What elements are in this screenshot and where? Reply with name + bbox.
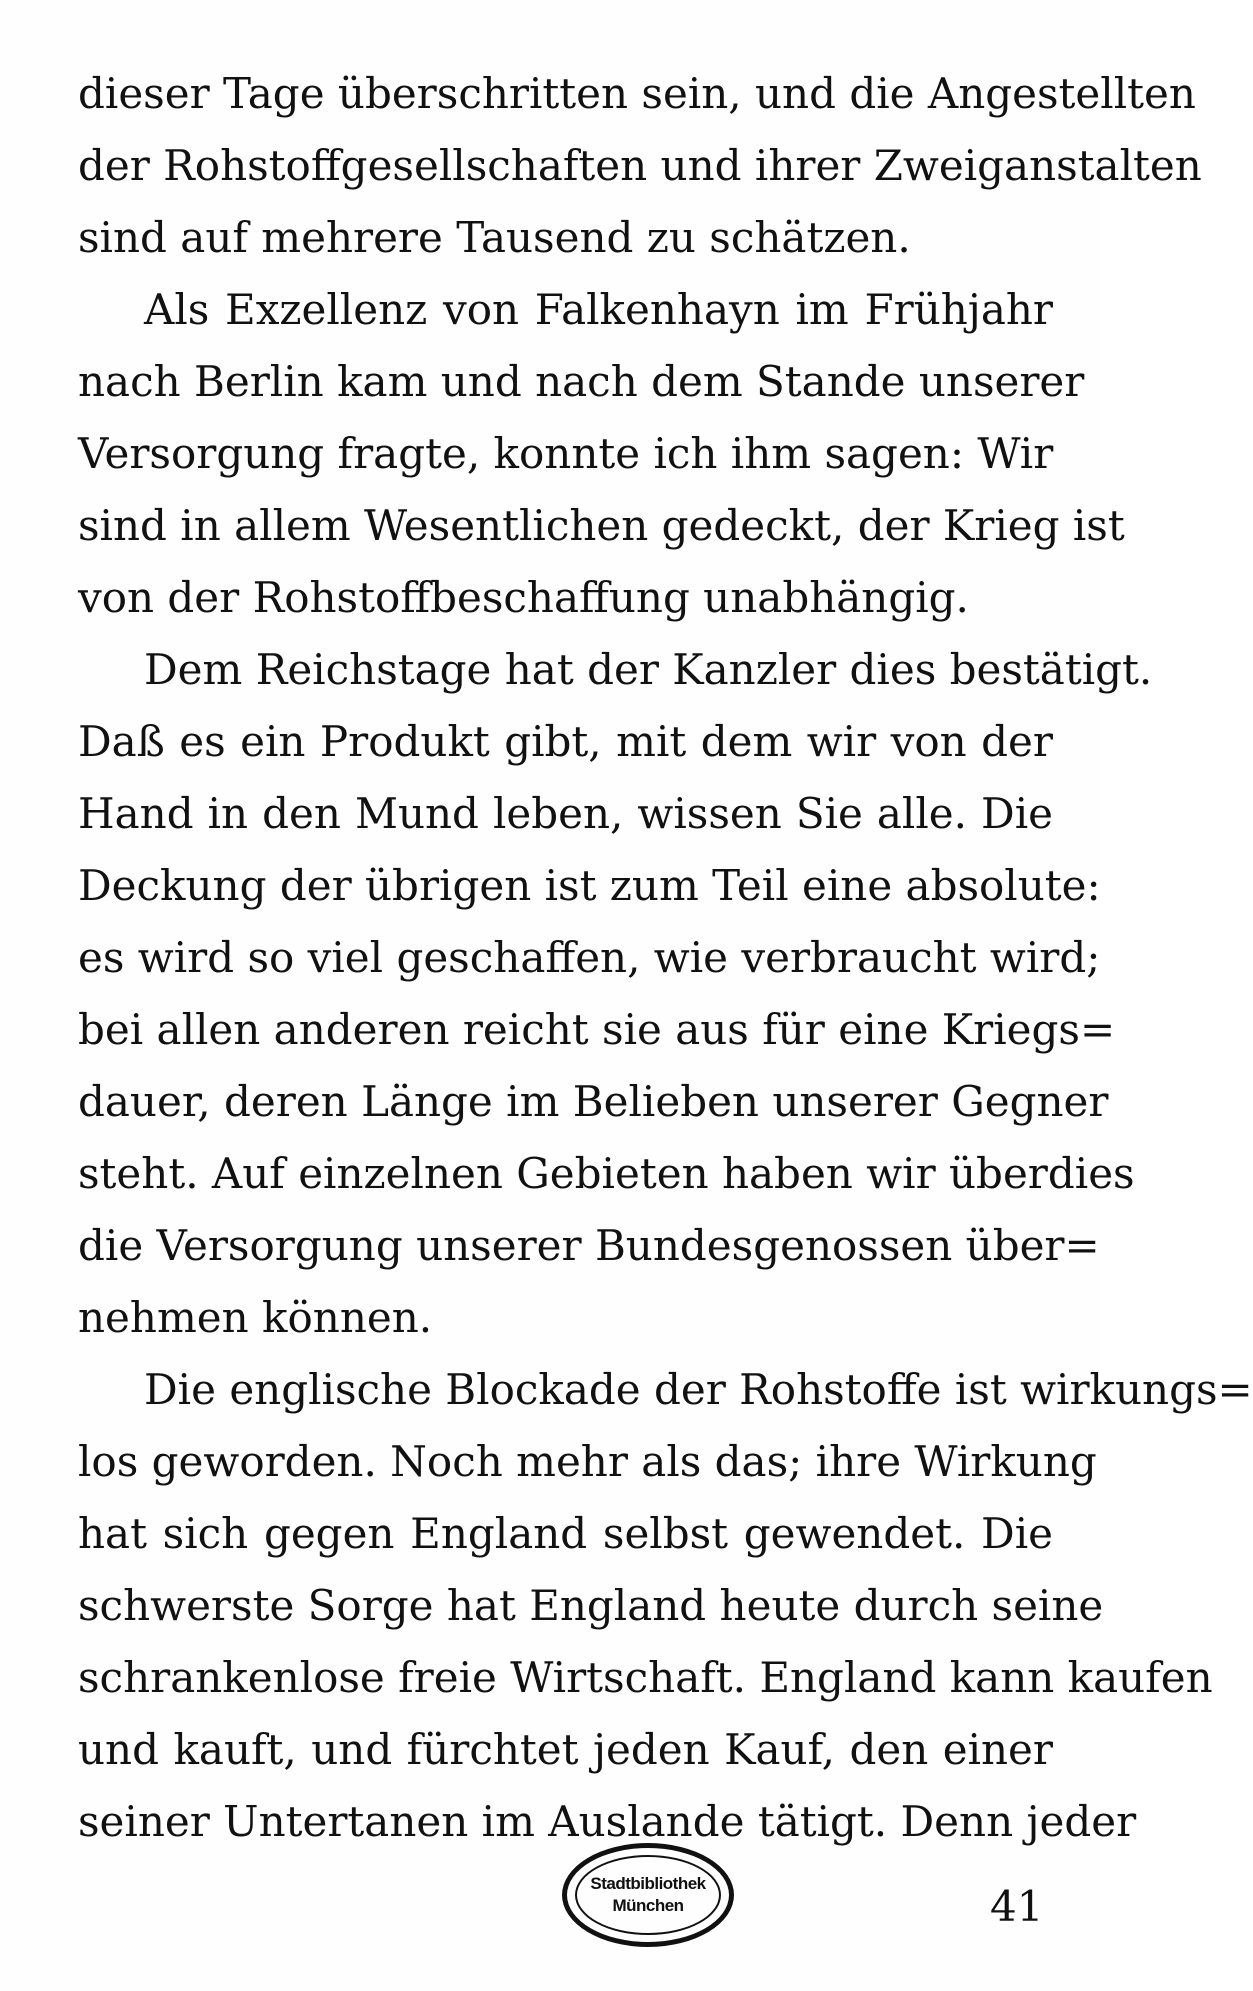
text-line: Die englische Blockade der Rohstoffe ist wirkungs=: [144, 1365, 1253, 1414]
paragraph: [78, 1354, 1253, 1858]
stamp-line-1: Stadtbibliothek: [590, 1874, 706, 1893]
text-line: steht. Auf einzelnen Gebieten haben wir überdies: [78, 1149, 1135, 1198]
text-line: sind in allem Wesentlichen gedeckt, der Krieg ist: [78, 501, 1125, 550]
text-line: los geworden. Noch mehr als das; ihre Wirkung: [78, 1437, 1097, 1486]
text-line: und kauft, und fürchtet jeden Kauf, den einer: [78, 1725, 1053, 1774]
text-line: die Versorgung unserer Bundesgenossen über=: [78, 1221, 1100, 1270]
text-line: schrankenlose freie Wirtschaft. England kann kaufen: [78, 1653, 1213, 1702]
text-line: Versorgung fragte, konnte ich ihm sagen: Wir: [78, 429, 1054, 478]
text-line: Deckung der übrigen ist zum Teil eine absolute:: [78, 861, 1101, 910]
text-line: Daß es ein Produkt gibt, mit dem wir von der: [78, 717, 1053, 766]
text-line: sind auf mehrere Tausend zu schätzen.: [78, 213, 911, 262]
text-line: seiner Untertanen im Auslande tätigt. Denn jeder: [78, 1797, 1137, 1846]
paragraph: [78, 58, 1202, 274]
page-number: 41: [990, 1882, 1044, 1931]
text-line: bei allen anderen reicht sie aus für eine Kriegs=: [78, 1005, 1116, 1054]
text-line: Dem Reichstage hat der Kanzler dies bestätigt.: [144, 645, 1153, 694]
stamp-line-2: München: [612, 1896, 684, 1915]
text-line: nach Berlin kam und nach dem Stande unserer: [78, 357, 1085, 406]
text-line: der Rohstoffgesellschaften und ihrer Zweiganstalten: [78, 141, 1202, 190]
text-line: dieser Tage überschritten sein, und die Angestellten: [78, 69, 1196, 118]
library-stamp: [562, 1843, 734, 1947]
text-line: hat sich gegen England selbst gewendet. Die: [78, 1509, 1053, 1558]
text-line: Hand in den Mund leben, wissen Sie alle. Die: [78, 789, 1053, 838]
paragraph: [78, 634, 1153, 1354]
paragraph: [78, 274, 1125, 634]
text-line: schwerste Sorge hat England heute durch seine: [78, 1581, 1104, 1630]
text-line: Als Exzellenz von Falkenhayn im Frühjahr: [144, 285, 1053, 334]
text-line: von der Rohstoffbeschaffung unabhängig.: [78, 573, 969, 622]
body-text: [78, 58, 1253, 1858]
text-line: es wird so viel geschaffen, wie verbraucht wird;: [78, 933, 1101, 982]
text-line: nehmen können.: [78, 1293, 433, 1342]
text-line: dauer, deren Länge im Belieben unserer Gegner: [78, 1077, 1109, 1126]
